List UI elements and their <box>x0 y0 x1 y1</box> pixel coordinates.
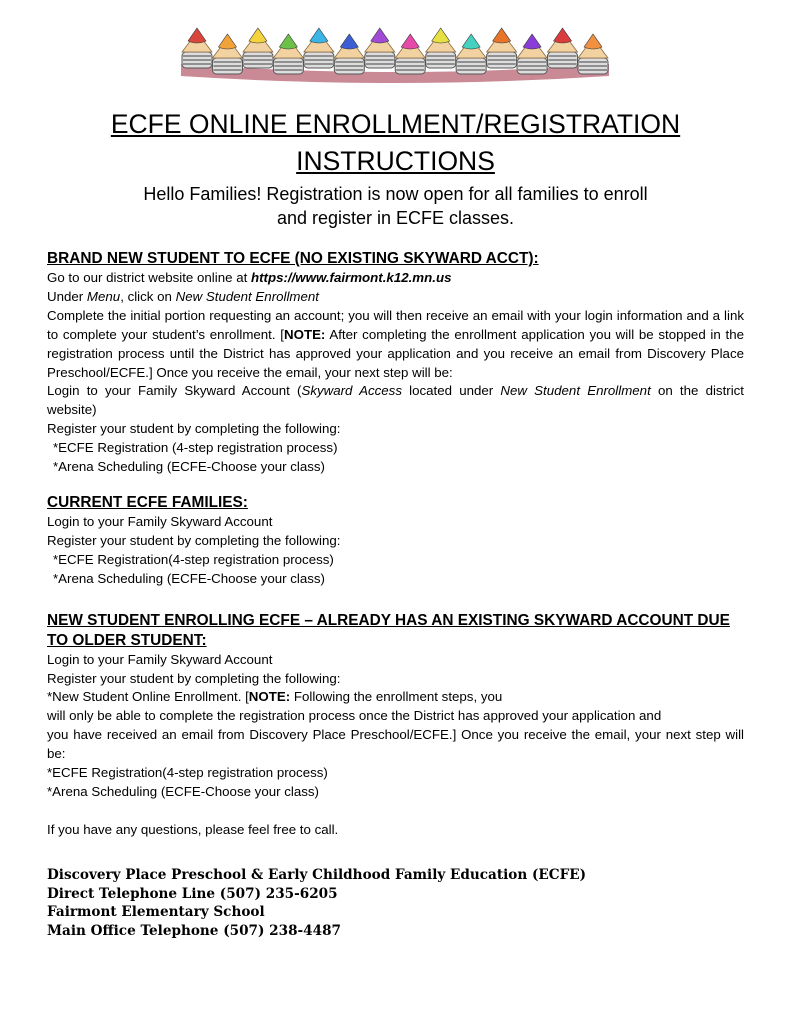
login-text-b: located under <box>401 383 501 399</box>
crayon-tip-icon <box>212 34 242 74</box>
approval-line: will only be able to complete the registration process once the District has approved your application and <box>47 708 662 724</box>
email-paragraph: you have received an email from Discovery Place Preschool/ECFE.] Once you receive the email, your next step will be: <box>47 727 744 762</box>
register-line: Register your student by completing the following: <box>47 670 341 686</box>
contact-main-phone: Main Office Telephone (507) 238-4487 <box>47 922 342 939</box>
list-item: *Arena Scheduling (ECFE-Choose your class) <box>53 459 325 475</box>
account-paragraph-text-b: After completing the enrollment application you will be stopped in the registration process until the District has approved your application and you receive an email from Discovery Place Preschool/ECFE.] Once you receive the email, your next step will be: <box>47 326 744 380</box>
section-heading-existing-account: NEW STUDENT ENROLLING ECFE – ALREADY HAS AN EXISTING SKYWARD ACCOUNT DUE TO OLDER STUDENT: <box>47 611 730 649</box>
contact-organization: Discovery Place Preschool & Early Childhood Family Education (ECFE) <box>47 867 587 883</box>
register-line: Register your student by completing the following: <box>47 532 341 548</box>
list-item: *ECFE Registration(4-step registration process) <box>53 551 334 567</box>
list-item: *ECFE Registration(4-step registration process) <box>47 765 328 781</box>
crayon-pencils-banner-icon <box>175 22 615 86</box>
crayon-tip-icon <box>395 34 425 74</box>
menu-line <box>47 288 744 307</box>
menu-line-text-a: Under <box>47 288 87 304</box>
note-label: NOTE: <box>248 689 291 705</box>
skyward-access-label: Skyward Access <box>301 383 402 399</box>
instructions-body <box>47 249 744 840</box>
list-item: *ECFE Registration (4-step registration process) <box>53 440 338 456</box>
intro-text <box>0 182 791 230</box>
crayon-tip-icon <box>487 28 517 68</box>
note-text-b: Following the enrollment steps, you <box>290 689 503 705</box>
contact-direct-phone: Direct Telephone Line (507) 235-6205 <box>47 885 338 902</box>
account-paragraph-text-a: Complete the initial portion requesting an account; you will then receive an email with your login information and a link to complete your student’s enrollment. [ <box>47 307 744 342</box>
section-heading-current-families: CURRENT ECFE FAMILIES: <box>47 493 248 511</box>
crayon-tip-icon <box>517 34 547 74</box>
intro-line2: and register in ECFE classes. <box>276 208 515 228</box>
crayon-tip-icon <box>243 28 273 68</box>
contact-school: Fairmont Elementary School <box>47 904 265 921</box>
contact-block <box>47 866 586 940</box>
crayon-tip-icon <box>456 34 486 74</box>
crayon-tip-icon <box>304 28 334 68</box>
crayon-tip-icon <box>334 34 364 74</box>
website-line-text: Go to our district website online at <box>47 270 251 285</box>
crayon-tip-icon <box>548 28 578 68</box>
register-line: Register your student by completing the following: <box>47 421 341 437</box>
questions-line: If you have any questions, please feel free to call. <box>47 821 339 837</box>
section-heading-new-student: BRAND NEW STUDENT TO ECFE (NO EXISTING SKYWARD ACCT): <box>47 250 539 267</box>
intro-line1: Hello Families! Registration is now open for all families to enroll <box>143 184 648 204</box>
crayon-tip-icon <box>365 28 395 68</box>
new-student-enrollment-label-2: New Student Enrollment <box>500 383 651 399</box>
list-item: *Arena Scheduling (ECFE-Choose your class) <box>47 783 319 799</box>
page-title-line1: ECFE ONLINE ENROLLMENT/REGISTRATION <box>110 109 681 139</box>
note-text-a: *New Student Online Enrollment. [ <box>47 689 249 705</box>
online-enrollment-note <box>47 688 744 707</box>
website-line <box>47 269 744 288</box>
crayon-tip-icon <box>578 34 608 74</box>
crayon-tip-icon <box>426 28 456 68</box>
page-title-line2: INSTRUCTIONS <box>296 146 495 176</box>
login-line: Login to your Family Skyward Account <box>47 513 273 529</box>
crayon-tip-icon <box>182 28 212 68</box>
crayon-tip-icon <box>273 34 303 74</box>
account-paragraph <box>47 307 744 383</box>
district-website-link[interactable]: https://www.fairmont.k12.mn.us <box>251 270 452 285</box>
menu-line-text-b: , click on <box>120 288 176 304</box>
login-paragraph <box>47 382 744 420</box>
new-student-enrollment-label: New Student Enrollment <box>175 288 319 304</box>
menu-label: Menu <box>86 288 121 304</box>
login-line: Login to your Family Skyward Account <box>47 651 273 667</box>
login-text-c: on the district website) <box>47 383 744 418</box>
note-label: NOTE: <box>284 326 326 342</box>
login-text-a: Login to your Family Skyward Account ( <box>47 383 302 399</box>
list-item: *Arena Scheduling (ECFE-Choose your class) <box>53 570 325 586</box>
